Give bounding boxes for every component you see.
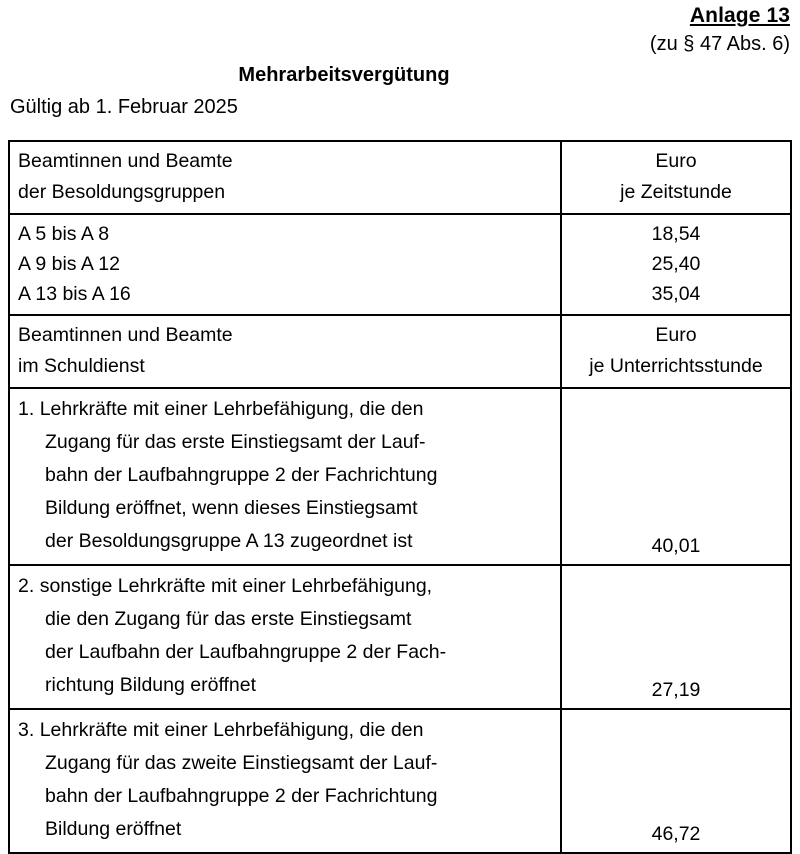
section-one-unit-cell: [561, 141, 791, 214]
item-3-value: 46,72: [651, 823, 701, 845]
item-3-line-1: [18, 714, 554, 747]
grade-label-2: A 13 bis A 16: [18, 283, 131, 305]
item-3-line-2: Zugang für das zweite Einstiegsamt der Lauf-: [45, 752, 438, 774]
section-one-desc-line-1: Beamtinnen und Beamte: [18, 150, 233, 172]
grade-value-cell: [561, 214, 791, 315]
remuneration-table-wrapper: [8, 140, 790, 854]
item-1-value: 40,01: [651, 535, 701, 557]
grade-label-cell: [9, 214, 561, 315]
item-3-text-1: Lehrkräfte mit einer Lehrbefähigung, die den: [39, 719, 424, 741]
table-row-grade-block: [9, 214, 791, 315]
item-2-line-2: die den Zugang für das erste Einstiegsamt: [45, 608, 412, 630]
validity-date: Gültig ab 1. Februar 2025: [10, 96, 238, 118]
section-one-description-cell: [9, 141, 561, 214]
table-row-item-2: [9, 565, 791, 709]
item-1-description-cell: [9, 388, 561, 565]
table-row-item-1: [9, 388, 791, 565]
item-2-value-cell: [561, 565, 791, 709]
section-one-unit-line-1: Euro: [655, 150, 697, 172]
item-2-line-1: [18, 570, 554, 603]
item-1-line-3: bahn der Laufbahngruppe 2 der Fachrichtung: [45, 464, 438, 486]
item-1-line-5: der Besoldungsgruppe A 13 zugeordnet ist: [45, 530, 413, 552]
item-3-value-cell: [561, 709, 791, 853]
section-two-unit-line-2: je Unterrichtsstunde: [589, 355, 763, 377]
section-two-unit-cell: [561, 315, 791, 388]
item-2-value: 27,19: [651, 679, 701, 701]
remuneration-table: [8, 140, 792, 854]
item-3-line-4: Bildung eröffnet: [45, 818, 182, 840]
section-two-desc-line-1: Beamtinnen und Beamte: [18, 324, 233, 346]
table-row-item-3: [9, 709, 791, 853]
table-row-section-one-header: [9, 141, 791, 214]
item-1-text-1: Lehrkräfte mit einer Lehrbefähigung, die den: [39, 398, 424, 420]
item-1-line-1: [18, 393, 554, 426]
page-title: Mehrarbeitsvergütung: [238, 64, 450, 86]
grade-value-1: 25,40: [651, 253, 701, 275]
item-2-text-1: sonstige Lehrkräfte mit einer Lehrbefähigung,: [39, 575, 433, 597]
grade-value-0: 18,54: [651, 223, 701, 245]
item-1-value-cell: [561, 388, 791, 565]
item-3-line-3: bahn der Laufbahngruppe 2 der Fachrichtung: [45, 785, 438, 807]
section-two-desc-line-2: im Schuldienst: [18, 355, 145, 377]
item-3-number: 3.: [18, 719, 35, 741]
legal-reference: (zu § 47 Abs. 6): [649, 33, 790, 55]
item-1-line-2: Zugang für das erste Einstiegsamt der Lauf-: [45, 431, 426, 453]
table-row-section-two-header: [9, 315, 791, 388]
item-3-description-cell: [9, 709, 561, 853]
grade-label-1: A 9 bis A 12: [18, 253, 120, 275]
annex-label: Anlage 13: [689, 4, 790, 27]
section-one-unit-line-2: je Zeitstunde: [620, 181, 732, 203]
item-2-description-cell: [9, 565, 561, 709]
item-1-line-4: Bildung eröffnet, wenn dieses Einstiegsamt: [45, 497, 418, 519]
item-2-line-4: richtung Bildung eröffnet: [45, 674, 257, 696]
item-2-number: 2.: [18, 575, 35, 597]
item-1-number: 1.: [18, 398, 35, 420]
section-one-desc-line-2: der Besoldungsgruppen: [18, 181, 226, 203]
item-2-line-3: der Laufbahn der Laufbahngruppe 2 der Fach-: [45, 641, 447, 663]
document-header: [0, 0, 800, 120]
section-two-unit-line-1: Euro: [655, 324, 697, 346]
grade-value-2: 35,04: [651, 283, 701, 305]
grade-label-0: A 5 bis A 8: [18, 223, 110, 245]
annex-label-line: [8, 0, 790, 29]
section-two-description-cell: [9, 315, 561, 388]
